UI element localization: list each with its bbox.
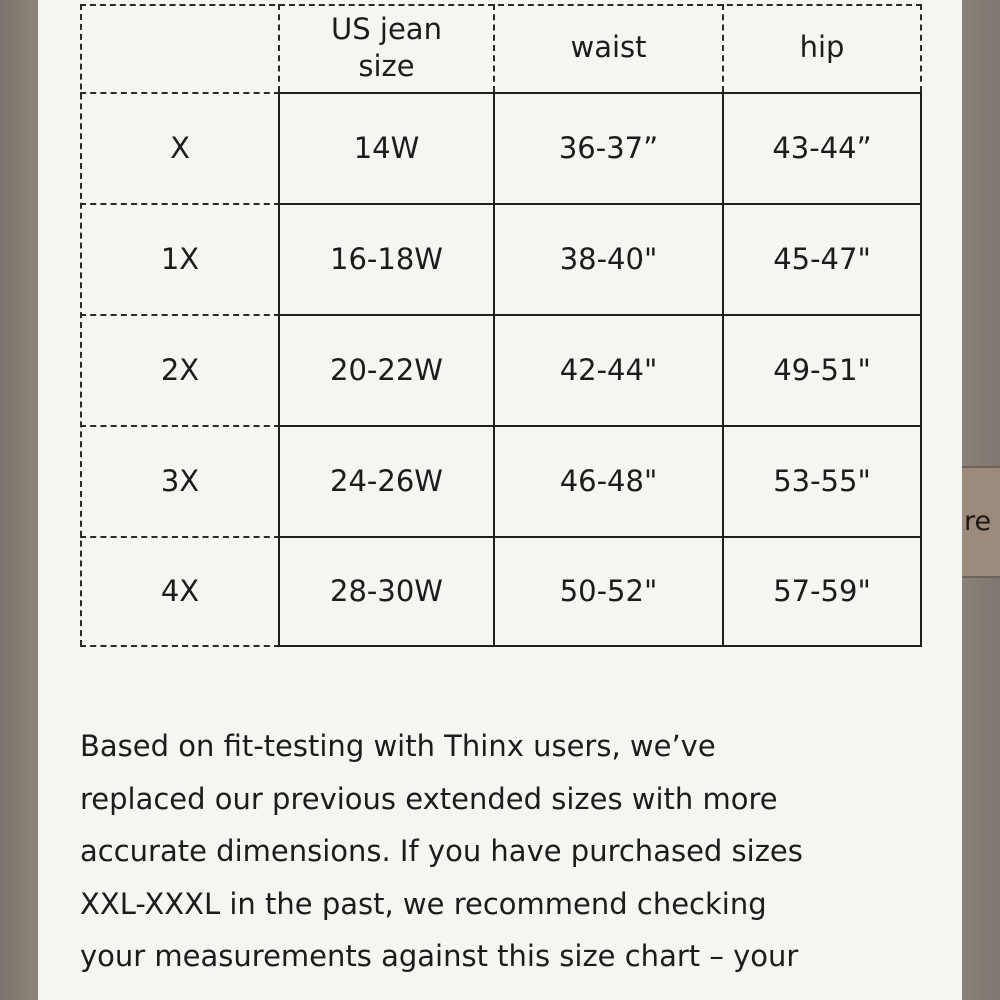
cell-hip: 57-59": [773, 574, 871, 609]
note-line: Based on fit-testing with Thinx users, we’ve: [80, 729, 716, 763]
header-us-jean-size: [280, 4, 493, 92]
note-line: your measurements against this size chart – your: [80, 939, 799, 973]
cell-size: X: [170, 131, 190, 166]
header-us-jean-size-line1: US jean: [331, 11, 442, 46]
grid-line: [920, 92, 922, 647]
page-backdrop-left: [0, 0, 38, 1000]
cell-us-jean-size: 14W: [353, 131, 420, 166]
background-button-label: re: [964, 506, 992, 537]
cell-waist: 42-44": [559, 353, 658, 388]
note-line: replaced our previous extended sizes with more: [80, 781, 778, 816]
cell-hip: 43-44”: [772, 131, 872, 166]
grid-line: [278, 645, 922, 647]
cell-us-jean-size: 16-18W: [330, 242, 443, 277]
cell-size: 1X: [160, 242, 200, 277]
cell-waist: 38-40": [559, 242, 658, 277]
header-divider-4: [920, 4, 922, 92]
cell-us-jean-size: 24-26W: [330, 464, 443, 499]
cell-us-jean-size: 28-30W: [330, 574, 443, 609]
header-waist: waist: [570, 30, 647, 65]
size-row-border: [80, 645, 280, 647]
header-us-jean-size-line2: size: [358, 49, 415, 83]
size-chart-modal: [38, 0, 962, 1000]
cell-waist: 36-37”: [558, 131, 659, 166]
cell-us-jean-size: 20-22W: [330, 353, 443, 388]
cell-size: 2X: [160, 353, 200, 388]
cell-hip: 45-47": [773, 242, 871, 277]
background-button[interactable]: [962, 466, 1000, 578]
cell-size: 3X: [160, 464, 200, 499]
note-line: XXL-XXXL in the past, we recommend checking: [80, 886, 767, 921]
cell-size: 4X: [160, 574, 200, 609]
cell-waist: 46-48": [559, 464, 658, 499]
cell-hip: 53-55": [773, 464, 871, 499]
note-line: accurate dimensions. If you have purchased sizes: [80, 834, 803, 868]
cell-waist: 50-52": [559, 574, 658, 609]
size-change-note: [80, 720, 930, 983]
header-hip: hip: [799, 30, 845, 65]
cell-hip: 49-51": [773, 353, 871, 388]
header-size: [80, 4, 280, 92]
